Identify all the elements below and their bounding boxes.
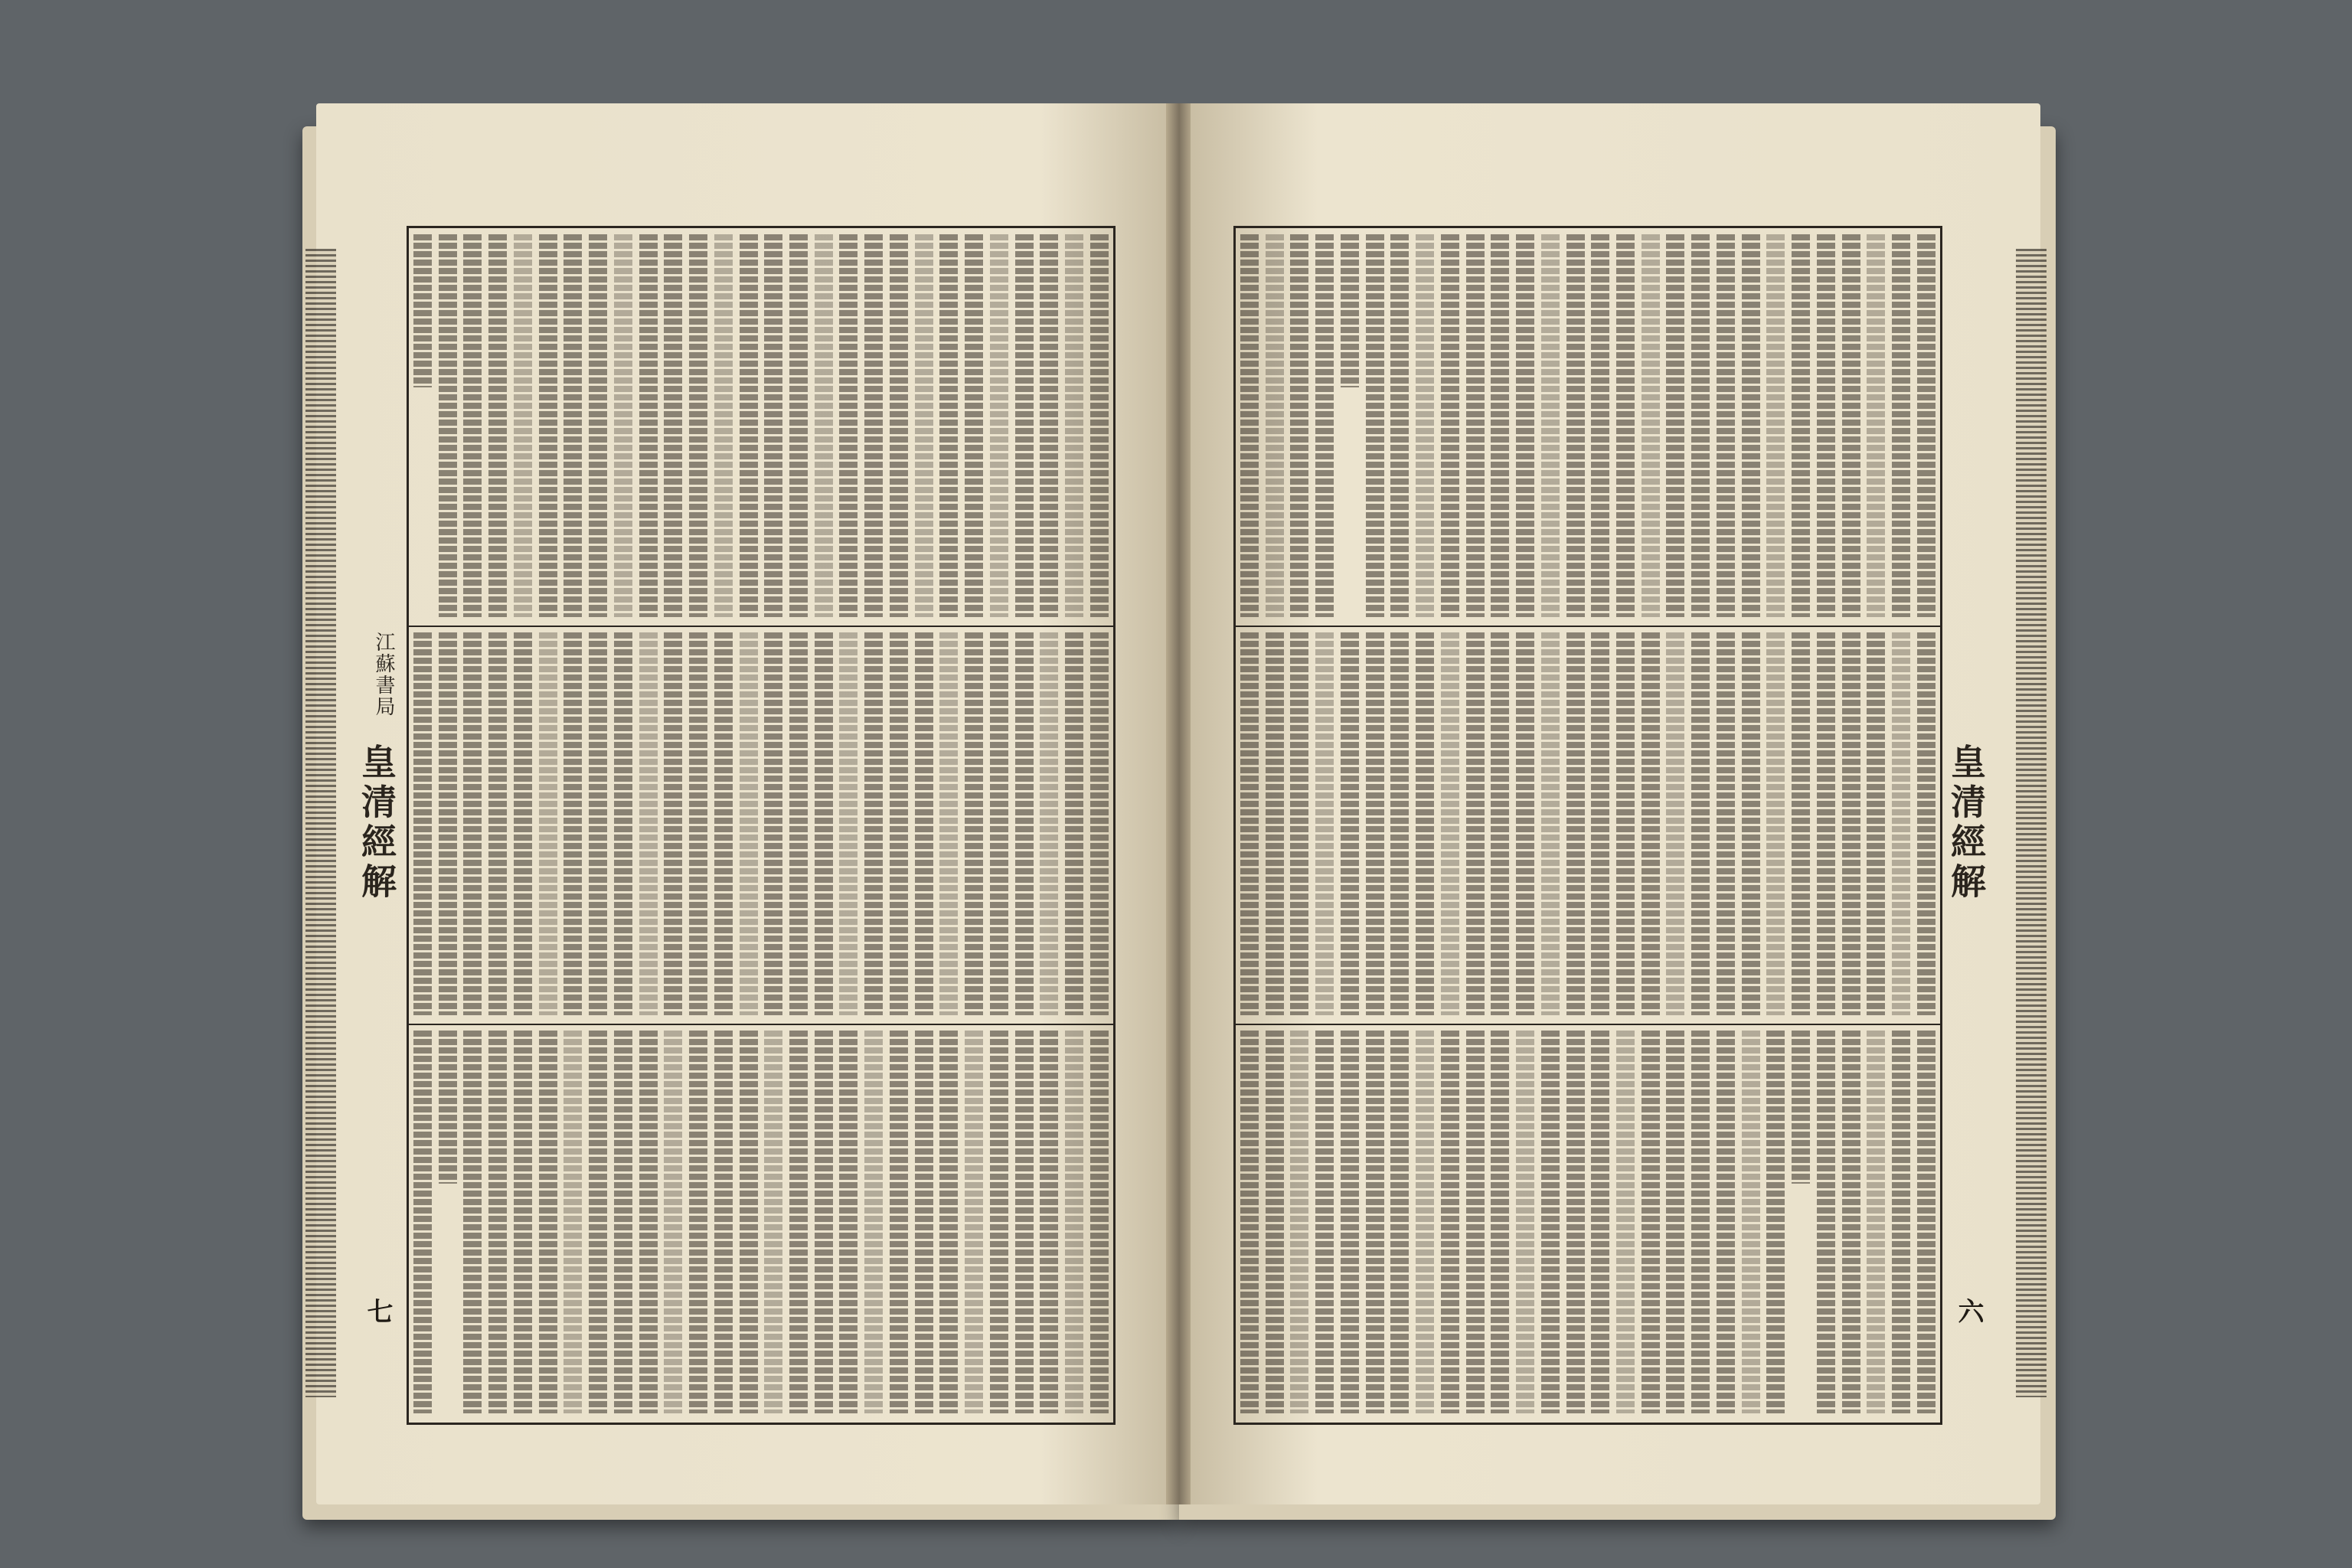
book-gutter [1166,103,1192,1504]
right-text-block-middle [1240,632,1936,1015]
right-text-frame [1233,226,1942,1425]
left-divider-2 [409,1024,1113,1025]
right-text-block-bottom [1240,1031,1936,1413]
left-page-number: 七 [362,1298,393,1324]
open-book [302,103,2056,1535]
right-divider-1 [1236,626,1940,627]
left-spine-title: 皇清經解 [356,743,397,903]
right-spine-title: 皇清經解 [1945,743,1987,903]
right-divider-2 [1236,1024,1940,1025]
left-text-block-bottom [413,1031,1109,1413]
left-side-label: 江蘇書局 [372,632,395,717]
left-page [316,103,1168,1504]
right-edge-tabs [2016,249,2047,1397]
left-edge-tabs [305,249,336,1397]
right-page [1191,103,2040,1504]
right-page-number: 六 [1953,1298,1984,1324]
left-text-frame [407,226,1116,1425]
left-divider-1 [409,626,1113,627]
left-text-block-top [413,234,1109,617]
left-text-block-middle [413,632,1109,1015]
right-text-block-top [1240,234,1936,617]
